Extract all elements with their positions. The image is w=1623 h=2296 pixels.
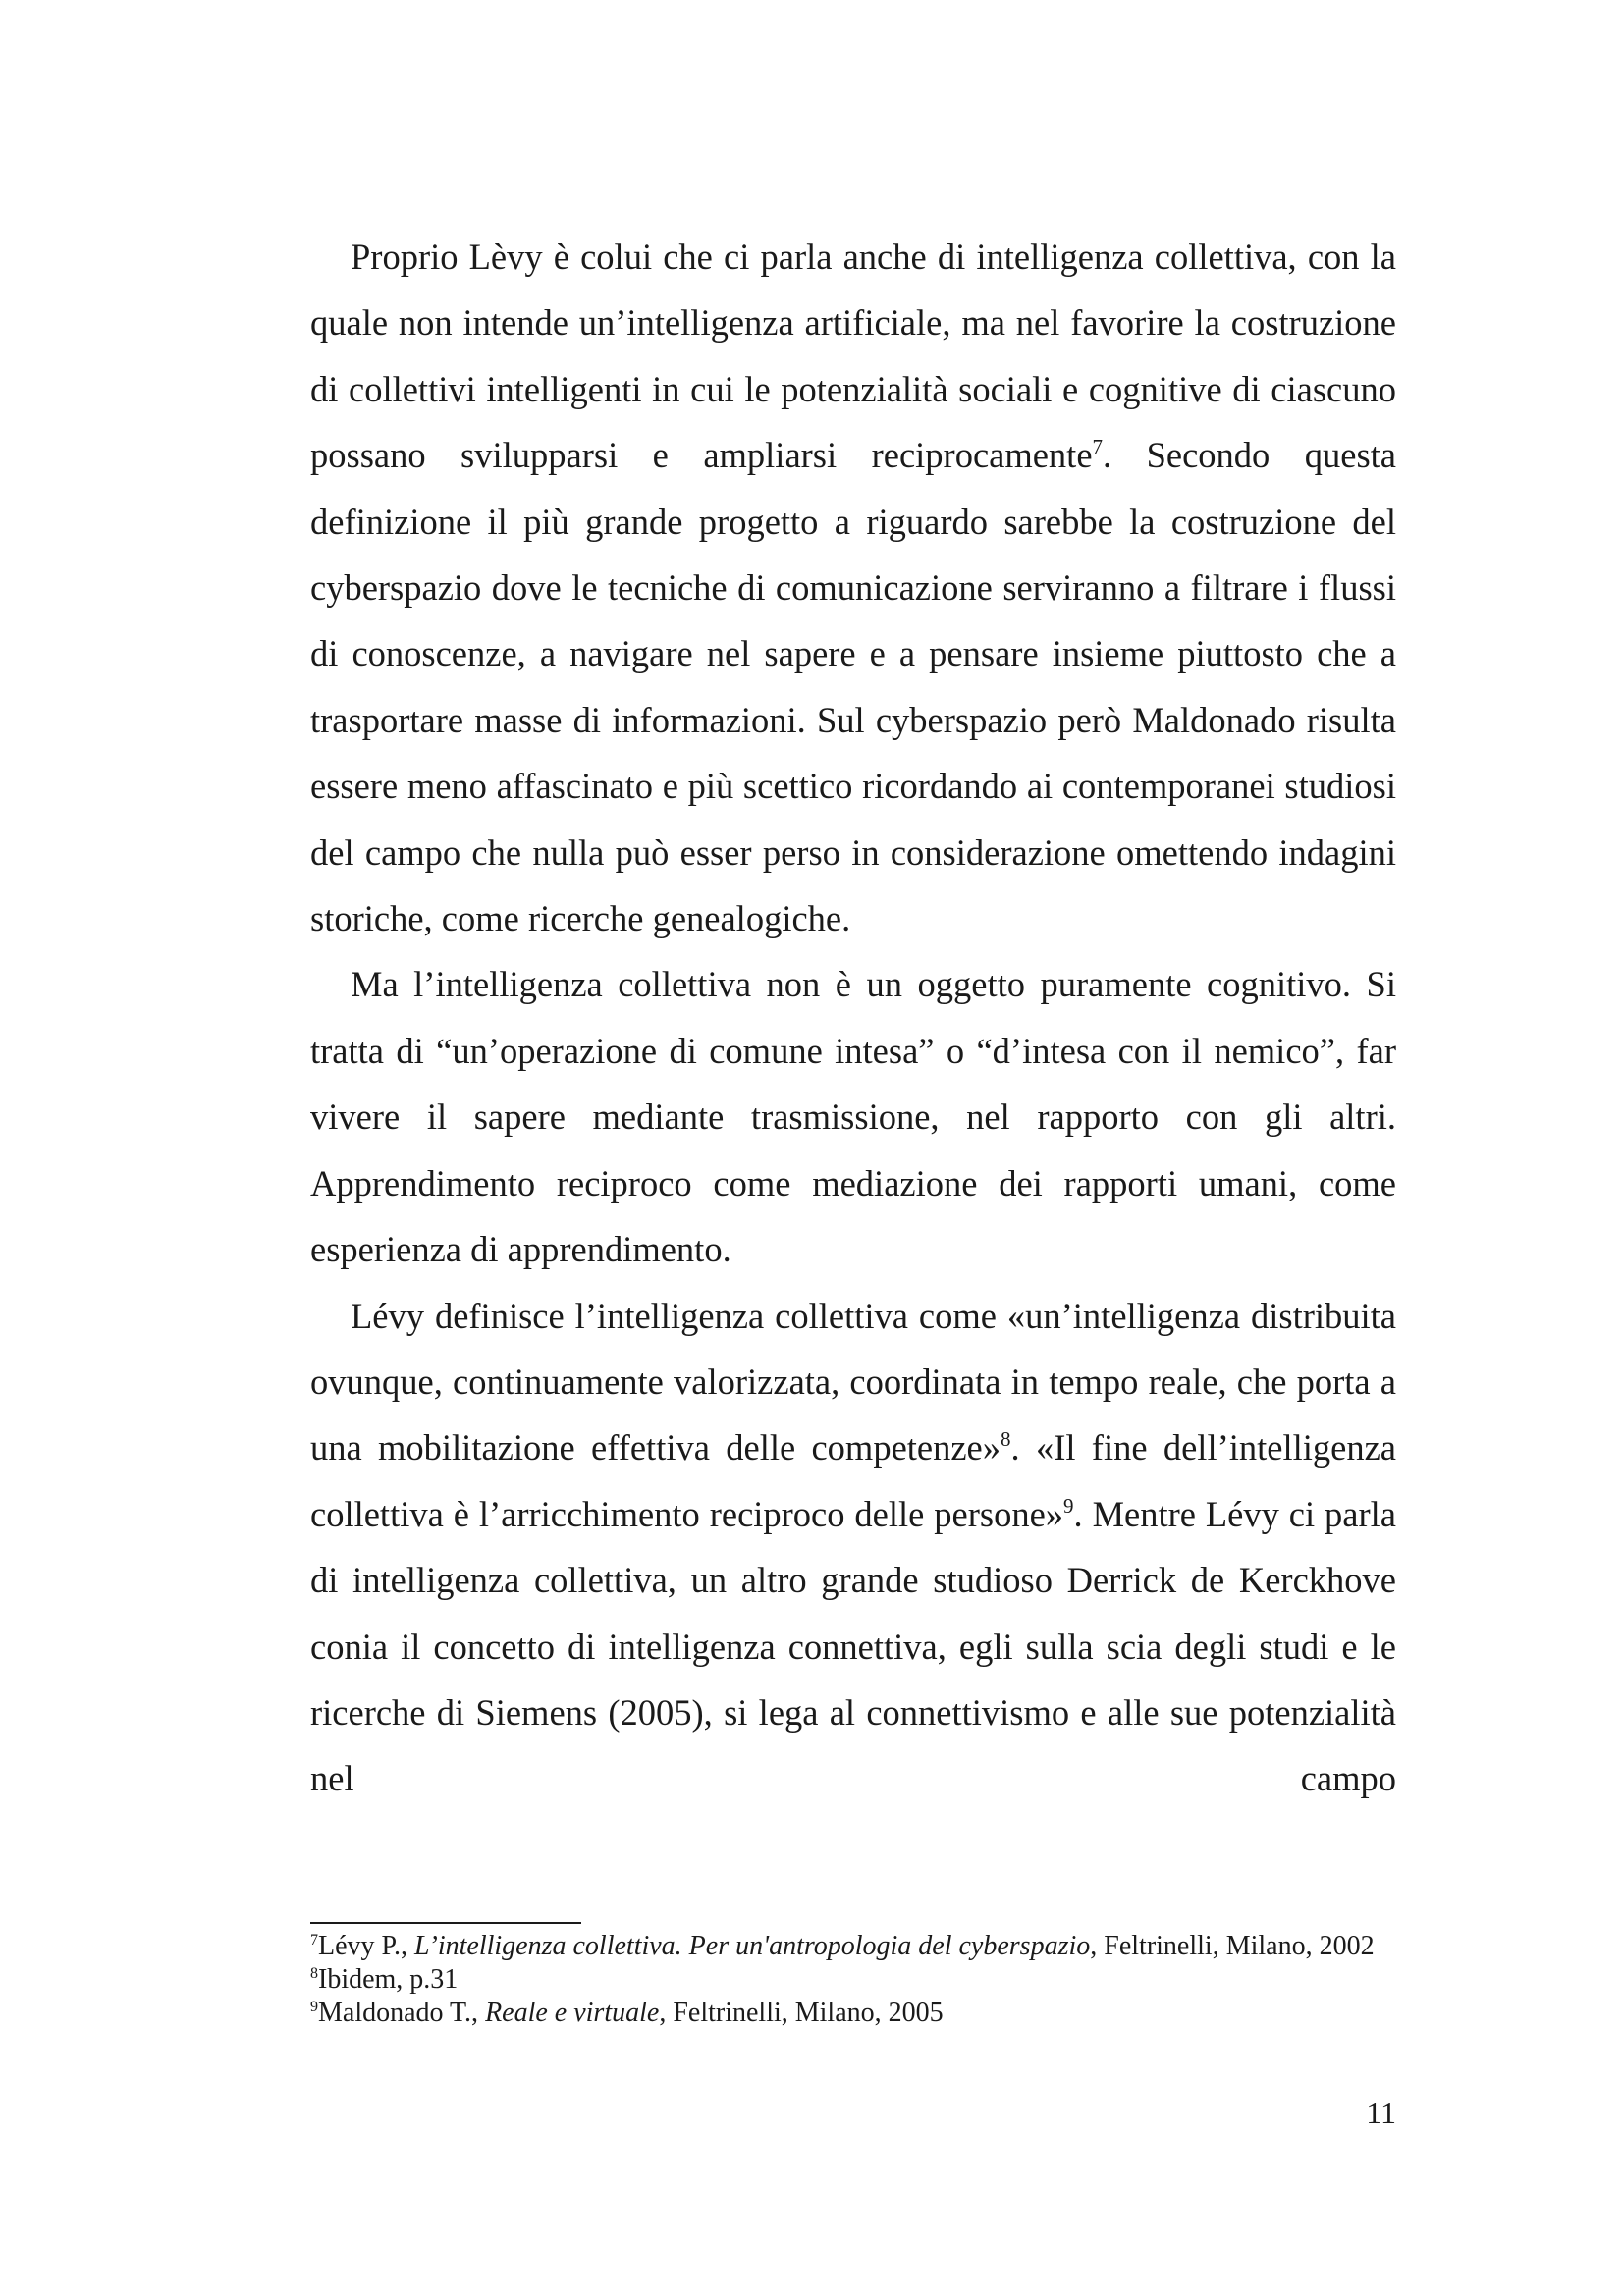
footnote	[310, 1997, 1396, 2030]
text-run: Ibidem, p.31	[318, 1964, 459, 1995]
text-run: . Secondo questa definizione il più grande progetto a riguardo sarebbe la costruzione del cyberspazio dove le tecniche di comunicazione serviranno a filtrare i flussi di conoscenze, a navigare nel sapere e a pensare insieme piuttosto che a trasportare masse di informazioni. Sul cyberspazio però Maldonado risulta essere meno affascinato e più scettico ricordando ai contemporanei studiosi del campo che nulla può esser perso in considerazione omettendo indagini storiche, come ricerche genealogiche.	[310, 435, 1396, 939]
footnote	[310, 1930, 1396, 1963]
footnote-separator	[310, 1922, 581, 1924]
footnote-ref: 7	[310, 1932, 318, 1949]
paragraph	[310, 224, 1396, 951]
text-run: . Mentre Lévy ci parla di intelligenza collettiva, un altro grande studioso Derrick de Kerckhove conia il concetto di intelligenza connettiva, egli sulla scia degli studi e le ricerche di Siemens (2005), si lega al connettivismo e alle sue potenzialità nel campo	[310, 1493, 1396, 1799]
footnote-ref: 7	[1092, 435, 1104, 459]
text-run: . «Il fine dell’intelligenza collettiva è l’arricchimento reciproco delle persone»	[310, 1427, 1396, 1534]
footnote-ref: 9	[1063, 1493, 1074, 1518]
text-run: Ma l’intelligenza collettiva non è un oggetto puramente cognitivo. Si tratta di “un’operazione di comune intesa” o “d’intesa con il nemico”, far vivere il sapere mediante trasmissione, nel rapporto con gli altri. Apprendimento reciproco come mediazione dei rapporti umani, come esperienza di apprendimento.	[310, 964, 1396, 1270]
text-run: Proprio Lèvy è colui che ci parla anche di intelligenza collettiva, con la quale non intende un’intelligenza artificiale, ma nel favorire la costruzione di collettivi intelligenti in cui le potenzialità sociali e cognitive di ciascuno possano svilupparsi e ampliarsi reciprocamente	[310, 237, 1396, 476]
footnote-ref: 8	[1001, 1427, 1011, 1452]
footnote	[310, 1963, 1396, 1997]
body-text	[310, 224, 1396, 1812]
paragraph	[310, 1283, 1396, 1812]
footnote-ref: 9	[310, 1999, 318, 2015]
text-run: , Feltrinelli, Milano, 2002	[1090, 1931, 1375, 1961]
text-run: Maldonado T.,	[318, 1998, 486, 2028]
italic-title: L’intelligenza collettiva. Per un'antropologia del cyberspazio	[414, 1931, 1091, 1961]
footnotes	[310, 1930, 1396, 2030]
text-run: Lévy definisce l’intelligenza collettiva come «un’intelligenza distribuita ovunque, continuamente valorizzata, coordinata in tempo reale, che porta a una mobilitazione effettiva delle competenze»	[310, 1295, 1396, 1468]
page-number: 11	[1366, 2095, 1396, 2130]
paragraph	[310, 951, 1396, 1282]
footnote-ref: 8	[310, 1965, 318, 1982]
text-run: Lévy P.,	[318, 1931, 414, 1961]
italic-title: Reale e virtuale	[485, 1998, 660, 2028]
text-run: , Feltrinelli, Milano, 2005	[659, 1998, 944, 2028]
